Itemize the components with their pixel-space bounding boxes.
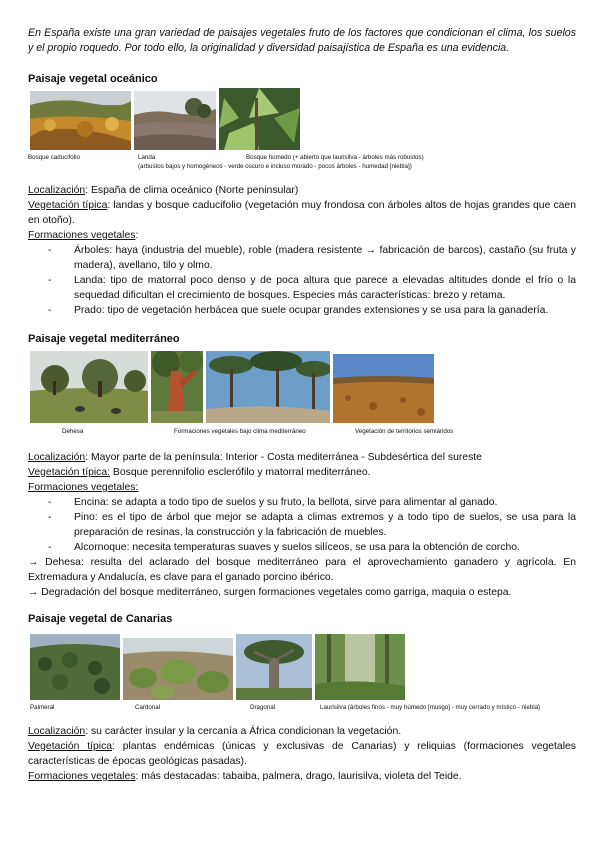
caption-landa: Landa <box>138 154 156 161</box>
caption-formaciones-mediterraneo: Formaciones vegetales bajo clima mediterráneo <box>174 428 306 435</box>
caption-dragonal: Dragonal <box>250 704 276 711</box>
canarias-localizacion: Localización: su carácter insular y la cercanía a África condicionan la vegetación. <box>28 726 402 737</box>
canarias-vegetacion: Vegetación típica: plantas endémicas (únicas y exclusivas de Canarias) y reliquias (formaciones vegetales características de épocas geológicas pasadas). <box>28 741 576 767</box>
photo-laurisilva <box>315 634 405 700</box>
photo-dragonal <box>236 634 312 700</box>
section-title-mediterraneo: Paisaje vegetal mediterráneo <box>28 333 180 345</box>
caption-bosque-caducifolio: Bosque caducifolio <box>28 154 80 161</box>
photo-pinar <box>206 351 330 423</box>
mediterraneo-localizacion: Localización: Mayor parte de la península: Interior - Costa mediterránea - Subdesértica del sureste <box>28 452 482 463</box>
list-item: - Encina: se adapta a todo tipo de suelos y su fruto, la bellota, sirve para alimentar al ganado. <box>28 495 576 510</box>
intro-paragraph: En España existe una gran variedad de paisajes vegetales fruto de los factores que condicionan el clima, los suelos y el propio roquedo. Por todo ello, la originalidad y diversidad paisajística de España es una evidencia. <box>28 27 576 54</box>
caption-cardonal: Cardonal <box>135 704 161 711</box>
degradacion-note: → Degradación del bosque mediterráneo, surgen formaciones vegetales como garriga, maquia o estepa. <box>28 587 512 598</box>
list-item: - Landa: tipo de matorral poco denso y de poca altura que parece a elevadas altitudes donde el frío o la sequedad dificultan el crecimiento de bosques. Especies más características: brezo y retama. <box>28 273 576 303</box>
photo-cardonal <box>123 638 233 700</box>
photo-bosque-caducifolio <box>30 91 131 150</box>
photo-palmeral <box>30 634 120 700</box>
mediterraneo-formaciones: Formaciones vegetales: <box>28 482 139 493</box>
list-item: - Alcornoque: necesita temperaturas suaves y suelos silíceos, se usa para la obtención de corcho. <box>28 540 576 555</box>
mediterraneo-vegetacion: Vegetación típica: Bosque perennifolio esclerófilo y matorral mediterráneo. <box>28 467 371 478</box>
caption-laurisilva: Laurisilva (árboles finos - muy húmedo [musgo] - muy cerrado y místico - niebla) <box>320 704 541 711</box>
caption-bosque-humedo: Bosque húmedo (+ abierto que laurisilva - árboles más robustos) <box>246 154 424 161</box>
oceanico-body <box>28 183 576 318</box>
section-title-oceanico: Paisaje vegetal oceánico <box>28 73 158 85</box>
photo-semiarido <box>333 354 434 423</box>
photo-landa <box>134 91 216 150</box>
dehesa-note: → Dehesa: resulta del aclarado del bosque mediterráneo para el aprovechamiento ganadero y agrícola. En Extremadura y Andalucía, es clave para el ganado porcino ibérico. <box>28 557 576 583</box>
photo-dehesa <box>30 351 148 423</box>
oceanico-vegetacion: Vegetación típica: landas y bosque caducifolio (vegetación muy frondosa con árboles altos de hojas grandes que caen en otoño). <box>28 200 576 226</box>
canarias-formaciones: Formaciones vegetales: más destacadas: tabaiba, palmera, drago, laurisilva, violeta del Teide. <box>28 771 462 782</box>
section-title-canarias: Paisaje vegetal de Canarias <box>28 613 173 625</box>
mediterraneo-body <box>28 450 576 600</box>
caption-landa-detail: (arbustos bajos y homogéneos - verde oscuro e incluso morado - pocos árboles - humedad [niebla]) <box>138 163 412 170</box>
oceanico-formaciones: Formaciones vegetales: <box>28 230 139 241</box>
list-item: - Pino: es el tipo de árbol que mejor se adapta a climas extremos y a todo tipo de suelos, se usa para la preparación de resinas, la construcción y la fabricación de muebles. <box>28 510 576 540</box>
list-item: - Prado: tipo de vegetación herbácea que suele ocupar grandes extensiones y se usa para la ganadería. <box>28 303 576 318</box>
caption-dehesa: Dehesa <box>62 428 84 435</box>
list-item: - Árboles: haya (industria del mueble), roble (madera resistente → fabricación de barcos), castaño (su fruta y madera), avellano, tilo y olmo. <box>28 243 576 273</box>
photo-bosque-humedo <box>219 88 300 150</box>
photo-alcornoque <box>151 351 203 423</box>
canarias-body <box>28 724 576 784</box>
caption-palmeral: Palmeral <box>30 704 55 711</box>
oceanico-localizacion: Localización: España de clima oceánico (Norte peninsular) <box>28 185 299 196</box>
caption-semiaridos: Vegetación de territorios semiáridos <box>355 428 454 435</box>
